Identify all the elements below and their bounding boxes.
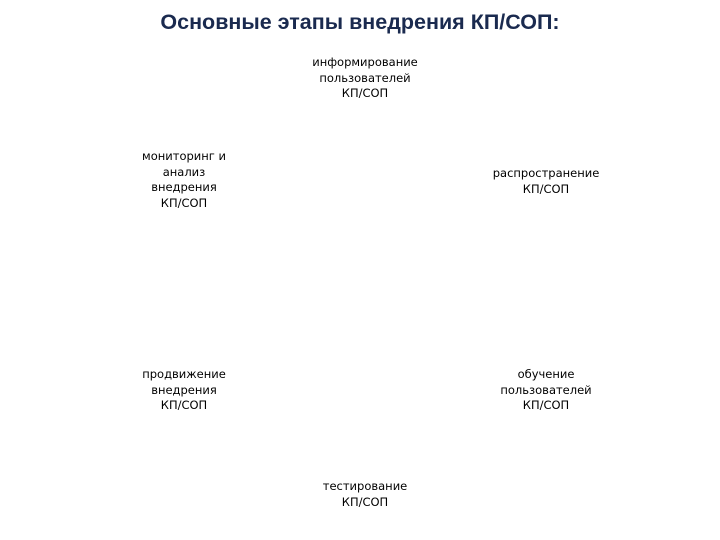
stage-informing-line: КП/СОП [341, 86, 389, 100]
stage-monitoring-line: анализ [162, 164, 206, 179]
stage-training-line: обучение [517, 367, 575, 381]
stage-informing-line: пользователей [319, 70, 411, 85]
slide-title: Основные этапы внедрения КП/СОП: [160, 10, 560, 34]
stage-distribution [456, 166, 636, 197]
stage-promotion-line: внедрения [151, 382, 217, 397]
stage-distribution-line: распространение [492, 166, 600, 180]
stage-training-line: КП/СОП [522, 398, 570, 412]
stage-testing-line: тестирование [322, 479, 408, 493]
stage-monitoring [94, 149, 274, 211]
stage-training-line: пользователей [500, 382, 592, 397]
stage-promotion-line: продвижение [142, 367, 226, 381]
stage-monitoring-line: мониторинг и [142, 149, 226, 163]
stage-training [456, 367, 636, 414]
stage-monitoring-line: КП/СОП [160, 195, 208, 210]
stage-distribution-line: КП/СОП [522, 181, 570, 196]
stage-informing [275, 55, 455, 102]
stage-testing-line: КП/СОП [341, 494, 389, 509]
stage-testing [275, 479, 455, 510]
stage-promotion [94, 367, 274, 414]
stage-promotion-line: КП/СОП [160, 398, 208, 412]
stage-monitoring-line: внедрения [151, 180, 217, 194]
stage-informing-line: информирование [312, 55, 418, 69]
